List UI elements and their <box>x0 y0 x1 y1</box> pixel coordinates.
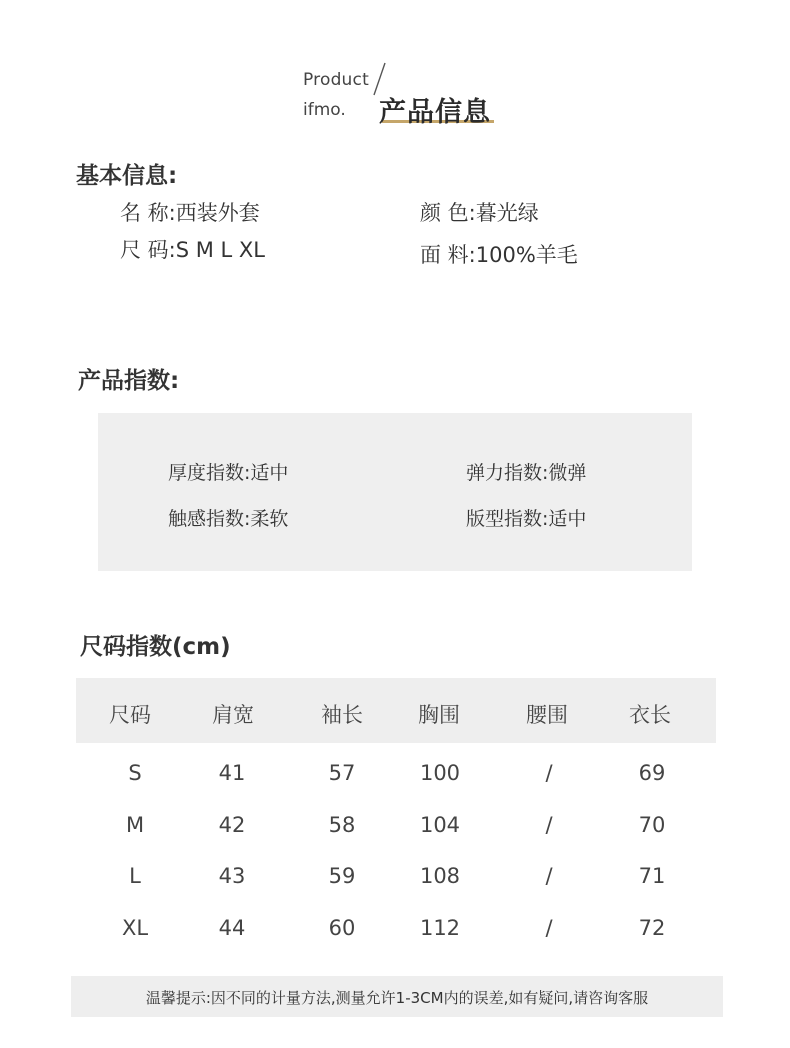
table-cell: XL <box>121 916 149 940</box>
table-cell: / <box>545 864 553 888</box>
table-cell: 42 <box>218 813 246 837</box>
product-index-panel <box>98 413 692 571</box>
page-title: 产品信息 <box>379 97 491 128</box>
table-cell: 44 <box>218 916 246 940</box>
tip-note-text: 温馨提示:因不同的计量方法,测量允许1-3CM内的误差,如有疑问,请咨询客服 <box>145 989 649 1007</box>
table-header-cell: 腰围 <box>526 703 568 727</box>
table-cell: S <box>128 761 142 785</box>
table-header-cell: 尺码 <box>109 703 151 727</box>
index-fit: 版型指数:适中 <box>466 508 587 530</box>
header-product-label: Product <box>303 70 369 90</box>
table-cell: M <box>125 813 145 837</box>
table-cell: 58 <box>328 813 356 837</box>
basic-info-name: 名 称:西装外套 <box>120 201 260 225</box>
table-cell: 41 <box>218 761 246 785</box>
table-cell: 57 <box>328 761 356 785</box>
table-cell: / <box>545 916 553 940</box>
index-thickness: 厚度指数:适中 <box>168 462 289 484</box>
basic-info-size: 尺 码:S M L XL <box>120 238 266 262</box>
table-header-cell: 肩宽 <box>212 703 254 727</box>
basic-info-fabric: 面 料:100%羊毛 <box>420 243 578 267</box>
table-cell: 100 <box>419 761 461 785</box>
table-cell: / <box>545 761 553 785</box>
table-header-cell: 袖长 <box>321 703 363 727</box>
table-cell: 70 <box>638 813 666 837</box>
table-cell: 60 <box>328 916 356 940</box>
header-ifmo-label: ifmo. <box>303 100 346 120</box>
table-cell: 104 <box>419 813 461 837</box>
basic-info-title: 基本信息: <box>76 163 178 189</box>
index-touch: 触感指数:柔软 <box>168 508 289 530</box>
table-cell: L <box>129 864 141 888</box>
table-cell: 72 <box>638 916 666 940</box>
product-index-title: 产品指数: <box>78 368 180 394</box>
table-cell: 43 <box>218 864 246 888</box>
basic-info-color: 颜 色:暮光绿 <box>420 201 539 225</box>
table-cell: 59 <box>328 864 356 888</box>
table-header-cell: 衣长 <box>629 703 671 727</box>
table-cell: 112 <box>419 916 461 940</box>
table-header-cell: 胸围 <box>418 703 460 727</box>
index-elasticity: 弹力指数:微弹 <box>466 462 587 484</box>
table-cell: 71 <box>638 864 666 888</box>
table-cell: 69 <box>638 761 666 785</box>
size-table-title: 尺码指数(cm) <box>80 634 231 660</box>
table-cell: / <box>545 813 553 837</box>
table-cell: 108 <box>419 864 461 888</box>
